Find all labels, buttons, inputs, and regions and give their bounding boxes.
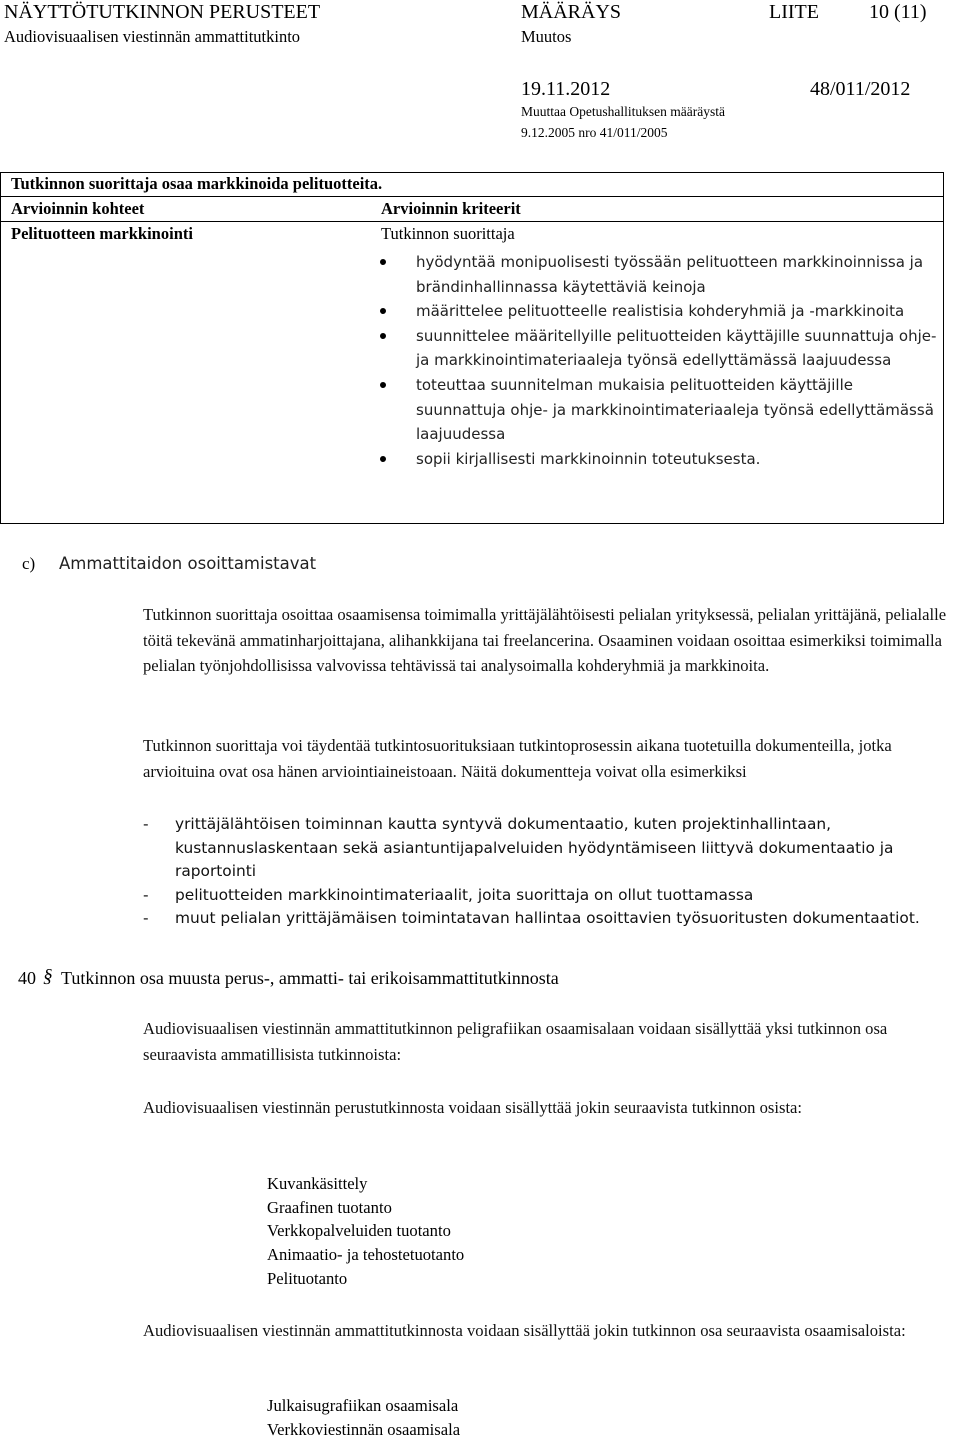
header-regulation: MÄÄRÄYS (521, 1, 622, 23)
header-reference-number: 48/011/2012 (810, 78, 911, 100)
section-40-paragraph-2: Audiovisuaalisen viestinnän perustutkinnosta voidaan sisällyttää jokin seuraavista tutkinnon osista: (143, 1098, 803, 1117)
header-appendix: LIITE (769, 1, 819, 23)
list-item: - yrittäjälähtöisen toiminnan kautta syntyvä dokumentaatio, kuten projektinhallintaan, kustannuslaskentaan sekä asiantuntijapalveluiden hyödyntämiseen liittyvä dokumentaatio ja raportointi (143, 815, 894, 881)
column-header-targets: Arvioinnin kohteet (11, 199, 145, 218)
section-40-heading: Tutkinnon osa muusta perus-, ammatti- tai erikoisammattitutkinnosta (61, 968, 559, 988)
section-40-paragraph-1: Audiovisuaalisen viestinnän ammattitutkinnon peligrafiikan osaamisalaan voidaan sisällyttää yksi tutkinnon osa seuraavista ammatillisista tutkinnoista: (143, 1019, 888, 1064)
assessment-target: Pelituotteen markkinointi (11, 224, 193, 243)
bullet-icon (380, 308, 386, 314)
section-symbol: § (43, 966, 53, 987)
list-item: määrittelee pelituotteelle realistisia kohderyhmiä ja -markkinoita (380, 299, 940, 324)
competence-areas-list (267, 1394, 460, 1440)
header-date: 19.11.2012 (521, 78, 611, 100)
section-c-paragraph-1: Tutkinnon suorittaja osoittaa osaamisensa toimimalla yrittäjälähtöisesti pelialan yrityksessä, pelialan yrittäjänä, pelialalle töitä tekevänä ammatinharjoittajana, alihankkijana tai freelancerina. Osaaminen voidaan osoittaa esimerkiksi toimimalla pelialan työnjohdollisissa valvovissa tehtävissä tai analysoimalla kohderyhmiä ja markkinoita. (143, 605, 947, 675)
bullet-icon (380, 382, 386, 388)
list-item: Graafinen tuotanto (267, 1197, 392, 1217)
header-change: Muutos (521, 27, 572, 46)
header-note-line2: 9.12.2005 nro 41/011/2005 (521, 125, 668, 140)
list-item: Kuvankäsittely (267, 1174, 368, 1193)
table-divider (1, 221, 943, 222)
list-item: sopii kirjallisesti markkinoinnin toteutuksesta. (380, 447, 940, 472)
bullet-icon (380, 456, 386, 462)
list-item: Animaatio- ja tehostetuotanto (267, 1245, 465, 1265)
list-item: toteuttaa suunnitelman mukaisia pelituotteiden käyttäjille suunnattuja ohje- ja markkinointimateriaaleja työnsä edellyttämässä laajuudessa (380, 373, 940, 447)
documentation-list (143, 813, 958, 931)
list-item: suunnittelee määritellyille pelituotteiden käyttäjille suunnattuja ohje- ja markkinointimateriaaleja työnsä edellyttämässä laajuudessa (380, 324, 940, 373)
table-title: Tutkinnon suorittaja osaa markkinoida pelituotteita. (11, 174, 383, 193)
list-item: - muut pelialan yrittäjämäisen toimintatavan hallintaa osoittavien työsuoritusten dokumentaatiot. (143, 909, 920, 928)
list-item: - pelituotteiden markkinointimateriaalit, joita suorittaja on ollut tuottamassa (143, 885, 754, 904)
bullet-icon (380, 333, 386, 339)
table-divider (1, 196, 943, 197)
list-item: hyödyntää monipuolisesti työssään pelituotteen markkinoinnissa ja brändinhallinnassa käytettäviä keinoja (380, 250, 940, 299)
section-c-heading: Ammattitaidon osoittamistavat (59, 554, 317, 573)
list-item: Verkkoviestinnän osaamisala (267, 1419, 461, 1439)
list-item: Verkkopalveluiden tuotanto (267, 1221, 451, 1241)
header-page-number: 10 (11) (869, 1, 927, 23)
section-c-marker: c) (22, 554, 36, 573)
column-header-criteria: Arvioinnin kriteerit (381, 199, 521, 218)
bullet-icon (380, 259, 386, 265)
basic-degree-modules-list (267, 1172, 464, 1291)
header-title: NÄYTTÖTUTKINNON PERUSTEET (4, 1, 321, 23)
list-item: Julkaisugrafiikan osaamisala (267, 1396, 459, 1415)
section-40-number: 40 (18, 968, 36, 988)
header-subtitle: Audiovisuaalisen viestinnän ammattitutkinto (4, 27, 301, 46)
criteria-subject: Tutkinnon suorittaja (381, 224, 515, 243)
list-item: Pelituotanto (267, 1268, 348, 1288)
header-note-line1: Muuttaa Opetushallituksen määräystä (521, 104, 725, 119)
criteria-list (380, 250, 940, 471)
section-40-paragraph-3: Audiovisuaalisen viestinnän ammattitutkinnosta voidaan sisällyttää jokin tutkinnon osa seuraavista osaamisaloista: (143, 1321, 906, 1340)
section-c-paragraph-2: Tutkinnon suorittaja voi täydentää tutkintosuorituksiaan tutkintoprosessin aikana tuotetuilla dokumenteilla, jotka arvioituina ovat osa hänen arviointiaineistoaan. Näitä dokumentteja voivat olla esimerkiksi (143, 736, 892, 781)
